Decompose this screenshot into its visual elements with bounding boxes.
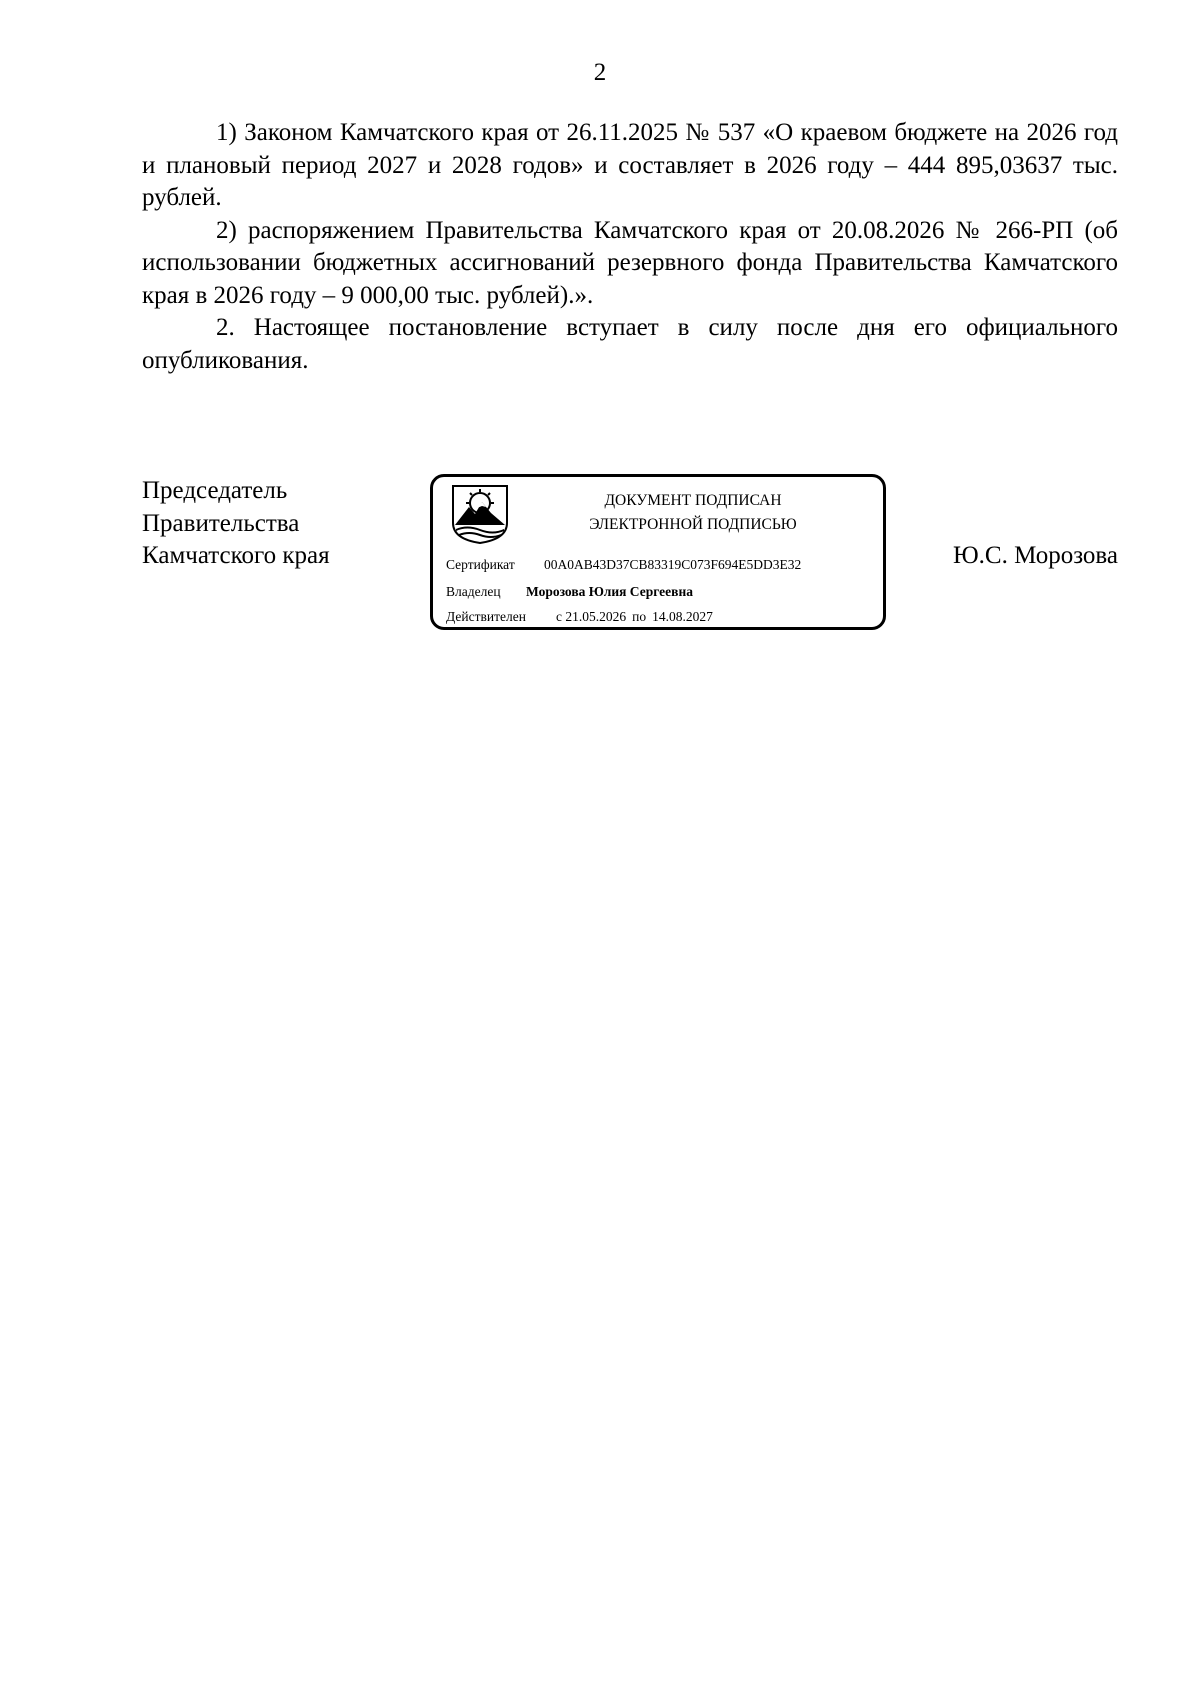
validity-to-date: 14.08.2027 [652,609,713,624]
validity-from-prefix: с [556,609,562,624]
signer-position-line: Председатель [142,477,288,504]
paragraph-effective-date: 2. Настоящее постановление вступает в силу после дня его официального опубликования. [142,314,1118,374]
stamp-heading-line: ДОКУМЕНТ ПОДПИСАН [604,492,782,509]
signer-name: Ю.С. Морозова [952,542,1118,569]
certificate-row [446,556,801,574]
signer-position-line: Правительства [142,509,300,537]
signer-position [142,475,330,573]
paragraph-law-reference: 1) Законом Камчатского края от 26.11.2025 № 537 «О краевом бюджете на 2026 год и плановый период 2027 и 2028 годов» и составляет в 2026 году – 444 895,03637 тыс. рублей. [142,119,1118,211]
page-number: 2 [593,59,607,86]
document-body [142,117,1118,377]
owner-label: Владелец [446,584,501,599]
validity-label: Действителен [446,609,526,624]
validity-row [446,608,713,626]
stamp-heading [513,489,873,537]
signer-position-line: Камчатского края [142,542,330,569]
stamp-heading-line: ЭЛЕКТРОННОЙ ПОДПИСЬЮ [589,516,797,533]
certificate-label: Сертификат [446,557,515,572]
owner-value: Морозова Юлия Сергеевна [526,584,693,599]
validity-from-date: 21.05.2026 [565,609,627,624]
electronic-signature-stamp [430,474,886,630]
owner-row [446,583,693,601]
kamchatka-coat-of-arms-icon [449,483,511,545]
certificate-value: 00A0AB43D37CB83319C073F694E5DD3E32 [544,557,802,572]
paragraph-government-order: 2) распоряжением Правительства Камчатского края от 20.08.2026 № 266-РП (об использовании бюджетных ассигнований резервного фонда Правительства Камчатского края в 2026 году – 9 000,00 тыс. рублей).». [142,216,1118,309]
validity-to-prefix: по [632,609,647,624]
